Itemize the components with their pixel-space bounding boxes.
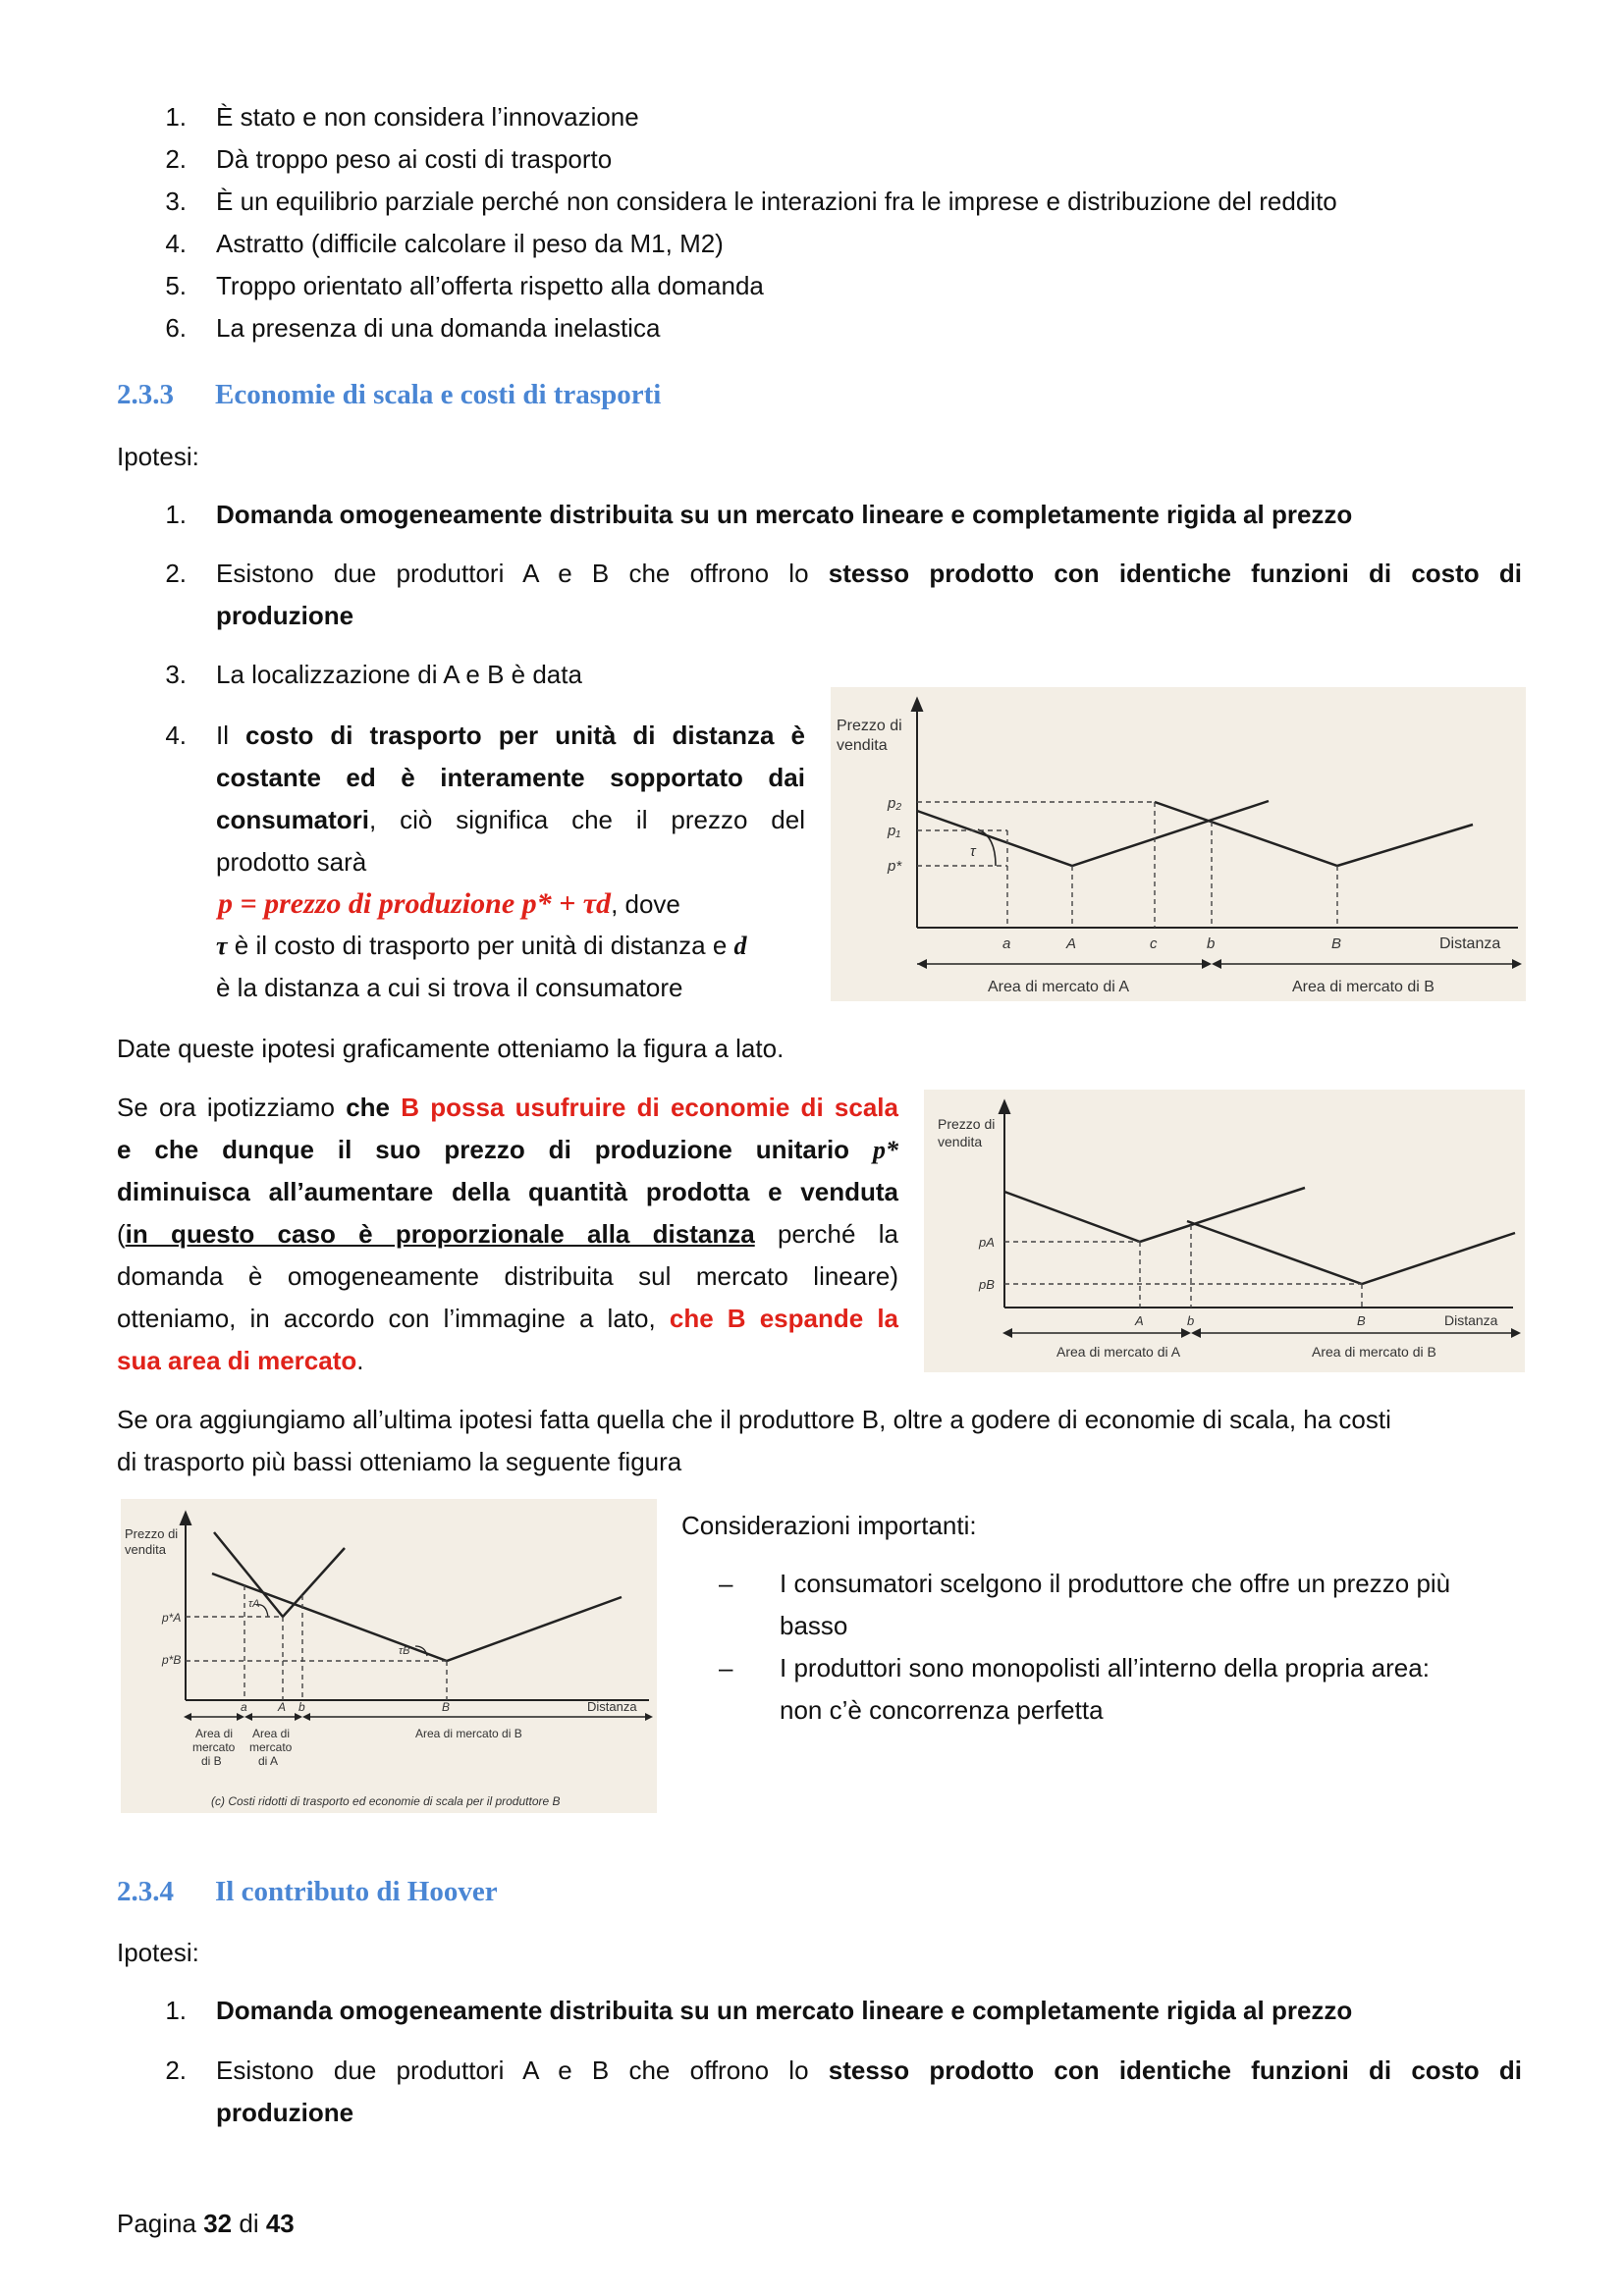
list-number: 2. — [165, 559, 187, 588]
figure-caption: (c) Costi ridotti di trasporto ed economie di scala per il produttore B — [211, 1794, 561, 1808]
text: Esistono due produttori A e B che offrono lo — [216, 2056, 809, 2085]
text: Se ora ipotizziamo — [117, 1093, 335, 1122]
figure-1-svg — [831, 687, 1526, 1001]
area-A-2: mercato — [249, 1740, 293, 1754]
tick-b: b — [1207, 935, 1216, 952]
footer-text: Pagina — [117, 2209, 196, 2238]
arrowhead — [1202, 959, 1212, 969]
label-tau: τ — [970, 843, 976, 860]
label-pB: pB — [979, 1277, 995, 1292]
list-item: Dà troppo peso ai costi di trasporto — [216, 144, 613, 174]
text: domanda è omogeneamente distribuita sul mercato lineare) — [117, 1261, 898, 1291]
section-number: 2.3.4 — [117, 1876, 174, 1907]
y-label-1: Prezzo di — [837, 718, 902, 734]
tau-symbol: τ — [216, 932, 228, 960]
text-bold-underline: in questo caso è proporzionale alla distanza — [125, 1219, 755, 1249]
label-pA: pA — [979, 1235, 995, 1250]
ipotesi-label: Ipotesi: — [117, 442, 199, 471]
price-line-B — [1155, 802, 1473, 866]
figure-market-areas-1 — [831, 687, 1526, 1001]
label-p2: p₂ — [888, 795, 902, 812]
footer-text: di — [239, 2209, 259, 2238]
text-bold: costante ed è interamente sopportato dai — [216, 763, 805, 792]
x-axis-label: Distanza — [587, 1699, 637, 1714]
price-line-A — [214, 1532, 345, 1617]
text: Il — [216, 721, 229, 750]
text: è la distanza a cui si trova il consumatore — [216, 973, 683, 1002]
d-symbol: d — [733, 932, 747, 960]
y-axis-arrow — [1000, 1101, 1009, 1113]
arrowhead — [244, 1713, 252, 1721]
list-number: 4. — [165, 229, 187, 258]
text: perché la — [777, 1219, 898, 1249]
label-pB: p*B — [162, 1653, 182, 1667]
text: prodotto sarà — [216, 847, 367, 877]
consideration-1-line1: I consumatori scelgono il produttore che offre un prezzo più — [780, 1569, 1451, 1598]
tick-B: B — [1331, 935, 1342, 952]
pstar-symbol: p* — [873, 1136, 898, 1164]
arrowhead — [1212, 959, 1221, 969]
arrowhead — [645, 1713, 653, 1721]
figure-market-areas-3 — [121, 1499, 657, 1813]
x-axis-label: Distanza — [1444, 1312, 1498, 1328]
page-footer — [117, 2203, 295, 2245]
tick-c: c — [1150, 935, 1158, 952]
list-number: 2. — [165, 144, 187, 174]
total-pages: 43 — [265, 2209, 295, 2238]
area-B-left-3: di B — [201, 1754, 222, 1768]
arrowhead — [1511, 1328, 1521, 1338]
hoover-hypothesis-2-line1 — [216, 2050, 1522, 2092]
list-number: 5. — [165, 271, 187, 300]
tick-A: A — [1066, 935, 1077, 952]
list-number: 1. — [165, 1996, 187, 2025]
hoover-hypothesis-2-line2: produzione — [216, 2098, 354, 2127]
list-number: 3. — [165, 660, 187, 689]
label-p1: p₁ — [888, 823, 901, 839]
text-bold: diminuisca all’aumentare della quantità prodotta e venduta — [117, 1177, 898, 1206]
hypothesis-2-bold: stesso prodotto con identiche funzioni di costo di — [828, 559, 1522, 588]
figure-market-areas-2 — [924, 1090, 1525, 1372]
list-number: 6. — [165, 313, 187, 343]
list-number: 4. — [165, 721, 187, 750]
text-bold: che — [346, 1093, 390, 1122]
arrowhead — [295, 1713, 302, 1721]
arrowhead — [917, 959, 927, 969]
list-item: La presenza di una domanda inelastica — [216, 313, 661, 343]
paragraph-lower-costs-2: di trasporto più bassi otteniamo la seguente figura — [117, 1447, 682, 1476]
tick-a: a — [1002, 935, 1011, 952]
consideration-1-line2: basso — [780, 1611, 848, 1640]
label-pstar: p* — [888, 858, 902, 875]
text: è il costo di trasporto per unità di distanza e — [234, 931, 728, 960]
hypothesis-2-text: Esistono due produttori A e B che offrono lo — [216, 559, 809, 588]
y-axis-arrow — [181, 1513, 190, 1524]
arrowhead — [1181, 1328, 1191, 1338]
label-tauB: τB — [399, 1645, 410, 1657]
consideration-2-line2: non c’è concorrenza perfetta — [780, 1695, 1104, 1725]
tick-b: b — [1187, 1313, 1195, 1328]
tick-A: A — [278, 1700, 287, 1714]
figure-3-svg — [121, 1499, 657, 1813]
text-bold: e che dunque il suo prezzo di produzione unitario — [117, 1135, 850, 1164]
price-line-B — [212, 1574, 622, 1661]
area-B-label: Area di mercato di B — [1312, 1344, 1436, 1360]
arrowhead — [184, 1713, 191, 1721]
text-bold: costo di trasporto per unità di distanza è — [245, 721, 805, 750]
section-title: Il contributo di Hoover — [215, 1876, 498, 1907]
list-number: 3. — [165, 187, 187, 216]
hypothesis-2-line2: produzione — [216, 601, 354, 630]
hypothesis-1: Domanda omogeneamente distribuita su un mercato lineare e completamente rigida al prezzo — [216, 500, 1353, 529]
list-number: 2. — [165, 2056, 187, 2085]
y-label-2: vendita — [837, 737, 888, 754]
figure-2-svg — [924, 1090, 1525, 1372]
text: . — [356, 1346, 364, 1375]
text: otteniamo, in accordo con l’immagine a lato, — [117, 1304, 656, 1333]
list-item: Astratto (difficile calcolare il peso da M1, M2) — [216, 229, 724, 258]
area-A-1: Area di — [252, 1727, 291, 1740]
text: , dove — [611, 889, 680, 919]
hypothesis-2-line1 — [216, 553, 1522, 595]
area-B-label: Area di mercato di B — [1292, 979, 1435, 995]
section-heading-2-3-3 — [117, 379, 661, 411]
price-line-A — [1004, 1188, 1305, 1242]
area-B-left-1: Area di — [195, 1727, 234, 1740]
text-red-bold: che B espande la — [669, 1304, 898, 1333]
arrowhead — [1512, 959, 1522, 969]
area-B-big: Area di mercato di B — [415, 1727, 522, 1740]
y-label-2: vendita — [938, 1134, 983, 1149]
price-line-B — [1187, 1221, 1515, 1284]
list-item: Troppo orientato all’offerta rispetto alla domanda — [216, 271, 764, 300]
y-axis-arrow — [912, 699, 922, 711]
list-number: 1. — [165, 500, 187, 529]
list-number: 1. — [165, 102, 187, 132]
arrowhead — [237, 1713, 244, 1721]
text-red-bold: sua area di mercato — [117, 1346, 357, 1375]
area-A-label: Area di mercato di A — [1056, 1344, 1181, 1360]
text-red-bold: B possa usufruire di economie di scala — [401, 1093, 898, 1122]
arrowhead — [1191, 1328, 1201, 1338]
list-item: È un equilibrio parziale perché non considera le interazioni fra le imprese e distribuzione del reddito — [216, 187, 1337, 216]
section-number: 2.3.3 — [117, 379, 174, 410]
area-A-label: Area di mercato di A — [988, 979, 1130, 995]
page-number: 32 — [203, 2209, 233, 2238]
y-label-1: Prezzo di — [938, 1116, 996, 1132]
y-label-1: Prezzo di — [125, 1526, 179, 1541]
text-bold: consumatori — [216, 805, 370, 834]
hoover-hypothesis-1: Domanda omogeneamente distribuita su un mercato lineare e completamente rigida al prezzo — [216, 1996, 1353, 2025]
area-A-3: di A — [258, 1754, 279, 1768]
list-item: È stato e non considera l’innovazione — [216, 102, 639, 132]
area-B-left-2: mercato — [192, 1740, 236, 1754]
paragraph-lower-costs-1: Se ora aggiungiamo all’ultima ipotesi fatta quella che il produttore B, oltre a godere di economie di scala, ha costi — [117, 1405, 1391, 1434]
ipotesi-label: Ipotesi: — [117, 1938, 199, 1967]
text: , ciò significa che il prezzo del — [369, 805, 805, 834]
hypothesis-3: La localizzazione di A e B è data — [216, 660, 582, 689]
section-heading-2-3-4 — [117, 1876, 498, 1908]
text-bold: stesso prodotto con identiche funzioni di costo di — [828, 2056, 1522, 2085]
tau-arc — [978, 829, 996, 866]
text: ( — [117, 1219, 126, 1249]
tick-B: B — [442, 1700, 451, 1714]
price-formula: p = prezzo di produzione p* + τd — [218, 887, 612, 920]
bullet-dash: – — [719, 1569, 733, 1598]
bullet-dash: – — [719, 1653, 733, 1682]
paragraph-figure-ref: Date queste ipotesi graficamente otteniamo la figura a lato. — [117, 1034, 785, 1063]
tick-a: a — [241, 1700, 247, 1714]
x-axis-label: Distanza — [1439, 935, 1501, 952]
tick-A: A — [1135, 1313, 1144, 1328]
arrowhead — [302, 1713, 310, 1721]
label-tauA: τA — [248, 1598, 260, 1610]
label-pA: p*A — [162, 1611, 182, 1625]
section-title: Economie di scala e costi di trasporti — [215, 379, 662, 410]
arrowhead — [1002, 1328, 1012, 1338]
tick-b: b — [298, 1700, 305, 1714]
tick-B: B — [1357, 1313, 1366, 1328]
y-label-2: vendita — [125, 1542, 166, 1557]
consideration-2-line1: I produttori sono monopolisti all’interno della propria area: — [780, 1653, 1430, 1682]
considerations-title: Considerazioni importanti: — [681, 1511, 977, 1540]
